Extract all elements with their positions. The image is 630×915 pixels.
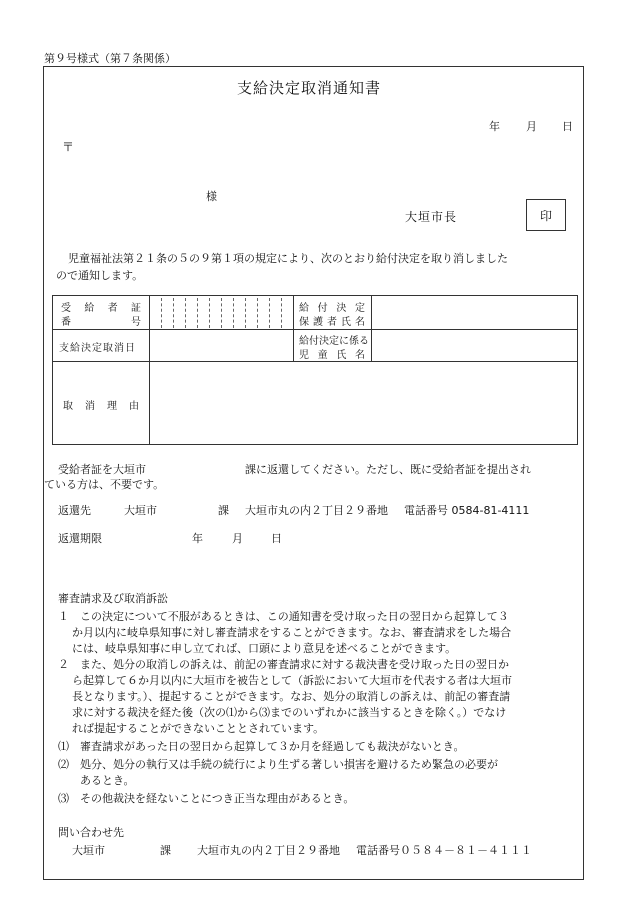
date-month: 月 (526, 120, 537, 133)
table-row-divider (53, 361, 577, 362)
return-deadline-label: 返還期限 (58, 532, 102, 545)
appeal-line: か月以内に岐阜県知事に対し審査請求をすることができます。なお、審査請求をした場合 (72, 626, 512, 639)
date-year: 年 (489, 120, 500, 133)
guardian-label-top: 給 付 決 定 (299, 303, 365, 314)
issuer-name: 大垣市長 (405, 210, 458, 224)
appeal-line: には、岐阜県知事に申し立てれば、口頭により意見を述べることができます。 (72, 642, 457, 655)
guardian-label-bottom: 保 護 者 氏 名 (299, 317, 365, 328)
appeal-line: ら起算して６か月以内に大垣市を被告として（訴訟において大垣市を代表する者は大垣市 (72, 674, 512, 687)
contact-address: 大垣市丸の内２丁目２９番地 (197, 844, 340, 857)
return-dest-address: 大垣市丸の内２丁目２９番地 (245, 504, 388, 517)
return-notice-line-1a: 受給者証を大垣市 (58, 463, 146, 476)
return-dest-phone: 電話番号 0584-81-4111 (404, 504, 530, 517)
intro-line-2: ので通知します。 (56, 269, 144, 282)
return-dest-city: 大垣市 (124, 504, 157, 517)
appeal-line: 求に対する裁決を経た後（次の⑴から⑶までのいずれかに該当するときを除く。）でなけ (72, 706, 507, 719)
digit-divider (221, 298, 222, 328)
cert-number-label-bottom: 番 号 (61, 317, 141, 328)
digit-divider (233, 298, 234, 328)
contact-phone: 電話番号０５８４－８１－４１１１ (356, 844, 532, 857)
return-notice-line-1b: 課に返還してください。ただし、既に受給者証を提出され (245, 463, 531, 476)
appeal-line: ⑴ 審査請求があった日の翌日から起算して３か月を経過しても裁決がないとき。 (58, 740, 465, 753)
digit-divider (185, 298, 186, 328)
appeal-line: 長となります。）、提起することができます。なお、処分の取消しの訴えは、前記の審査請 (72, 690, 511, 703)
contact-heading: 問い合わせ先 (58, 826, 124, 839)
return-notice-line-2: ている方は、不要です。 (44, 478, 165, 491)
postal-mark: 〒 (62, 140, 75, 154)
cancel-date-label: 支給決定取消日 (59, 343, 136, 354)
digit-divider (173, 298, 174, 328)
child-label-bottom: 児 童 氏 名 (299, 350, 365, 361)
digit-divider (245, 298, 246, 328)
table-row-divider (53, 329, 577, 330)
appeal-heading: 審査請求及び取消訴訟 (58, 592, 168, 605)
reason-label: 取 消 理 由 (63, 401, 139, 412)
digit-divider (209, 298, 210, 328)
cert-number-label-top: 受 給 者 証 (61, 303, 141, 314)
contact-city: 大垣市 (72, 844, 105, 857)
table-divider (149, 296, 150, 444)
return-deadline-day: 日 (271, 532, 282, 545)
return-dest-label: 返還先 (58, 504, 91, 517)
seal-label: 印 (539, 208, 552, 223)
info-table (52, 295, 578, 445)
contact-ka: 課 (160, 844, 171, 857)
digit-divider (161, 298, 162, 328)
appeal-line: れば提起することができないこととされています。 (72, 722, 325, 735)
intro-line-1: 児童福祉法第２１条の５の９第１項の規定により、次のとおり給付決定を取り消しました (68, 252, 508, 265)
digit-divider (197, 298, 198, 328)
addressee-honorific: 様 (206, 190, 217, 203)
date-day: 日 (562, 120, 573, 133)
return-deadline-month: 月 (232, 532, 243, 545)
appeal-line: あるとき。 (80, 774, 135, 787)
seal-box (526, 199, 566, 231)
appeal-line: ２ また、処分の取消しの訴えは、前記の審査請求に対する裁決書を受け取った日の翌日か (58, 658, 509, 671)
appeal-line: ⑵ 処分、処分の執行又は手続の続行により生ずる著しい損害を避けるため緊急の必要が (58, 758, 498, 771)
form-number: 第９号様式（第７条関係） (44, 52, 176, 65)
child-label-top: 給付決定に係る (299, 336, 369, 347)
document-title: 支給決定取消通知書 (237, 79, 382, 97)
appeal-line: ⑶ その他裁決を経ないことにつき正当な理由があるとき。 (58, 792, 355, 805)
digit-divider (269, 298, 270, 328)
digit-divider (257, 298, 258, 328)
return-deadline-year: 年 (192, 532, 203, 545)
return-dest-ka: 課 (218, 504, 229, 517)
digit-divider (281, 298, 282, 328)
appeal-line: １ この決定について不服があるときは、この通知書を受け取った日の翌日から起算して３ (58, 610, 509, 623)
